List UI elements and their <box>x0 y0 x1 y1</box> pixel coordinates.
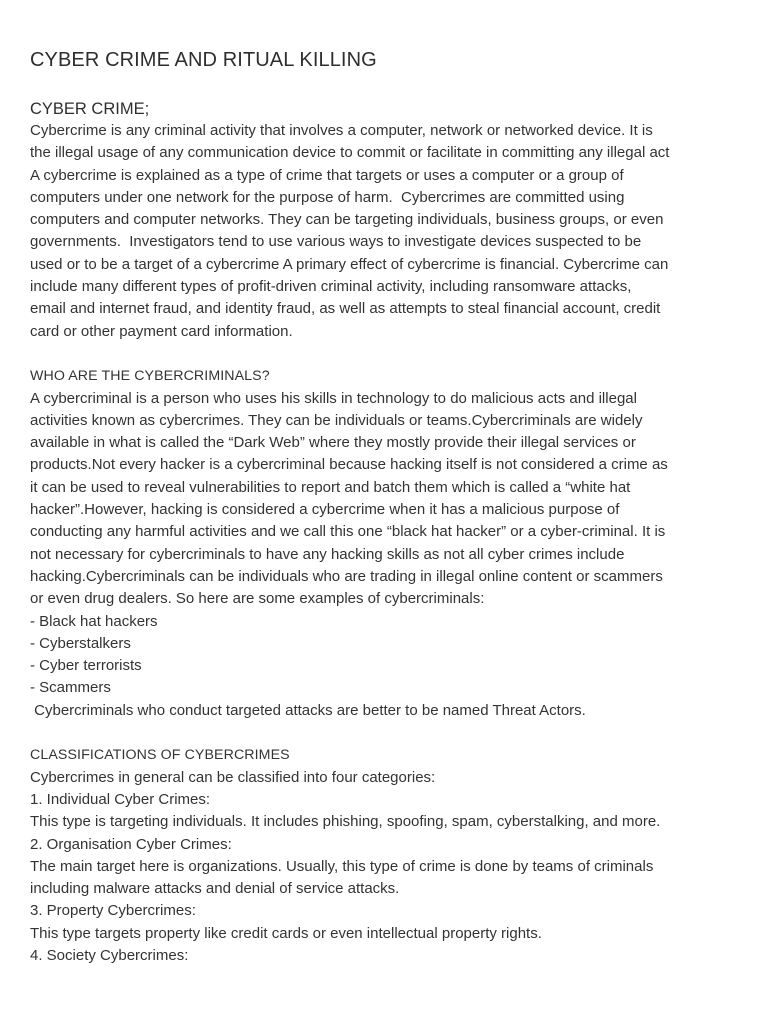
list-item: 2. Organisation Cyber Crimes: <box>30 835 232 853</box>
text-line: computers under one network for the purpose of harm. Cybercrimes are committed using <box>30 188 625 206</box>
blank-line <box>30 343 744 365</box>
text-line: A cybercriminal is a person who uses his skills in technology to do malicious acts and illegal <box>30 389 637 407</box>
text-line: hacker”.However, hacking is considered a cybercrime when it has a malicious purpose of <box>30 501 620 519</box>
text-line: including malware attacks and denial of service attacks. <box>30 880 400 898</box>
text-line: not necessary for cybercriminals to have any hacking skills as not all cyber crimes include <box>30 545 625 563</box>
text-line: the illegal usage of any communication device to commit or facilitate in committing any illegal act <box>30 144 670 162</box>
text-line: Cybercriminals who conduct targeted attacks are better to be named Threat Actors. <box>30 701 586 719</box>
text-line: Cybercrimes in general can be classified into four categories: <box>30 768 436 786</box>
text-line: A cybercrime is explained as a type of crime that targets or uses a computer or a group of <box>30 166 624 184</box>
list-item: - Black hat hackers <box>30 612 158 630</box>
list-item: 3. Property Cybercrimes: <box>30 902 196 920</box>
text-line: conducting any harmful activities and we call this one “black hat hacker” or a cyber-criminal. It is <box>30 523 666 541</box>
text-line: card or other payment card information. <box>30 322 293 340</box>
section-heading-cyber-crime: CYBER CRIME; <box>30 100 150 118</box>
list-item: 1. Individual Cyber Crimes: <box>30 790 211 808</box>
section-classifications <box>30 744 744 967</box>
blank-line <box>30 722 744 744</box>
list-item: - Cyber terrorists <box>30 657 142 675</box>
section-cyber-crime <box>30 98 744 343</box>
text-line: include many different types of profit-driven criminal activity, including ransomware attacks, <box>30 278 632 296</box>
text-line: This type targets property like credit cards or even intellectual property rights. <box>30 924 542 942</box>
text-line: governments. Investigators tend to use various ways to investigate devices suspected to be <box>30 233 642 251</box>
text-line: or even drug dealers. So here are some examples of cybercriminals: <box>30 590 485 608</box>
text-line: it can be used to reveal vulnerabilities to report and batch them which is called a “white hat <box>30 478 631 496</box>
text-line: The main target here is organizations. Usually, this type of crime is done by teams of criminals <box>30 857 654 875</box>
text-line: Cybercrime is any criminal activity that involves a computer, network or networked device. It is <box>30 122 653 139</box>
paragraph-cyber-crime <box>30 120 744 343</box>
text-line: computers and computer networks. They can be targeting individuals, business groups, or even <box>30 211 664 229</box>
text-line: activities known as cybercrimes. They can be individuals or teams.Cybercriminals are widely <box>30 411 643 429</box>
text-line: hacking.Cybercriminals can be individuals who are trading in illegal online content or scammers <box>30 567 663 585</box>
section-heading-cybercriminals: WHO ARE THE CYBERCRIMINALS? <box>30 368 270 385</box>
text-line: available in what is called the “Dark Web” where they mostly provide their illegal services or <box>30 434 636 452</box>
text-line: email and internet fraud, and identity fraud, as well as attempts to steal financial account, credit <box>30 300 661 318</box>
section-heading-classifications: CLASSIFICATIONS OF CYBERCRIMES <box>30 747 290 764</box>
document-title: CYBER CRIME AND RITUAL KILLING <box>30 49 377 71</box>
list-item: - Scammers <box>30 679 111 697</box>
text-line: products.Not every hacker is a cybercriminal because hacking itself is not considered a crime as <box>30 456 668 474</box>
text-line: used or to be a target of a cybercrime A primary effect of cybercrime is financial. Cybercrime can <box>30 255 669 273</box>
list-item: - Cyberstalkers <box>30 634 131 652</box>
section-cybercriminals <box>30 365 744 722</box>
text-line: This type is targeting individuals. It includes phishing, spoofing, spam, cyberstalking, and more. <box>30 813 661 831</box>
list-item: 4. Society Cybercrimes: <box>30 946 189 964</box>
